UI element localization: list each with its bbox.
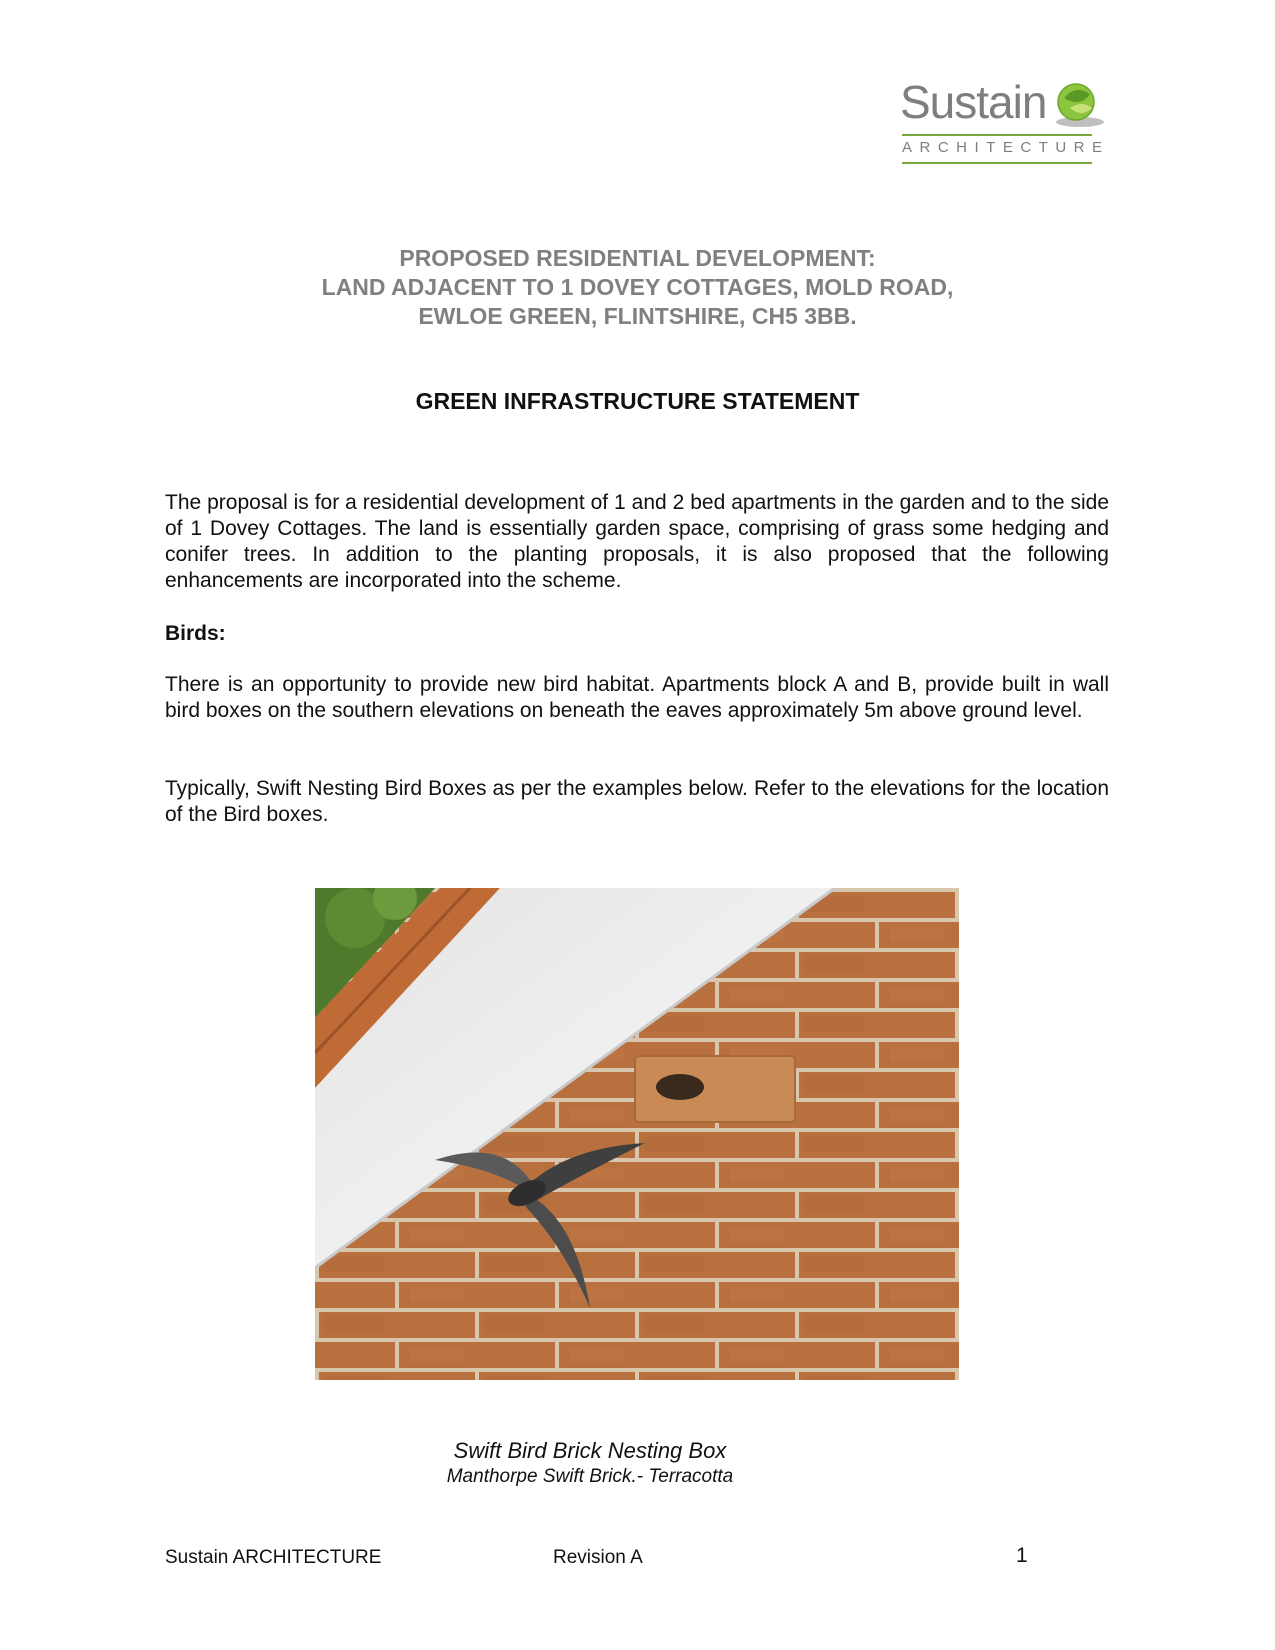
birds-paragraph-1: There is an opportunity to provide new bird habitat. Apartments block A and B, provide built in wall bird boxes on the southern elevations on beneath the eaves approximately 5m above ground level. (165, 673, 1109, 722)
footer-revision: Revision A (553, 1547, 643, 1568)
logo-rule-top (902, 134, 1092, 136)
logo-wordmark: Sustain (900, 76, 1047, 128)
logo-rule-bottom (902, 162, 1092, 164)
intro-paragraph: The proposal is for a residential development of 1 and 2 bed apartments in the garden and to the side of 1 Dovey Cottages. The land is essentially garden space, comprising of grass some hedging and conifer trees. In addition to the planting proposals, it is also proposed that the following enhancements are incorporated into the scheme. (165, 491, 1109, 592)
figure-caption-title: Swift Bird Brick Nesting Box (453, 1438, 727, 1463)
birds-heading: Birds: (165, 622, 226, 645)
title-line-1: PROPOSED RESIDENTIAL DEVELOPMENT: (399, 245, 876, 271)
swift-nesting-box-photo (315, 888, 959, 1380)
footer-company: Sustain ARCHITECTURE (165, 1547, 382, 1568)
company-logo (900, 74, 1110, 166)
page-number: 1 (1016, 1544, 1028, 1567)
title-line-3: EWLOE GREEN, FLINTSHIRE, CH5 3BB. (418, 303, 857, 329)
project-title (0, 244, 1275, 331)
birds-paragraph-2: Typically, Swift Nesting Bird Boxes as per the examples below. Refer to the elevations for the location of the Bird boxes. (165, 777, 1109, 826)
photo-illustration (315, 888, 959, 1380)
statement-title: GREEN INFRASTRUCTURE STATEMENT (415, 388, 860, 414)
title-line-2: LAND ADJACENT TO 1 DOVEY COTTAGES, MOLD ROAD, (321, 274, 954, 300)
figure-caption-subtitle: Manthorpe Swift Brick.- Terracotta (446, 1466, 734, 1487)
logo-subtitle: ARCHITECTURE (902, 139, 1110, 156)
leaf-globe-icon (1050, 78, 1106, 130)
